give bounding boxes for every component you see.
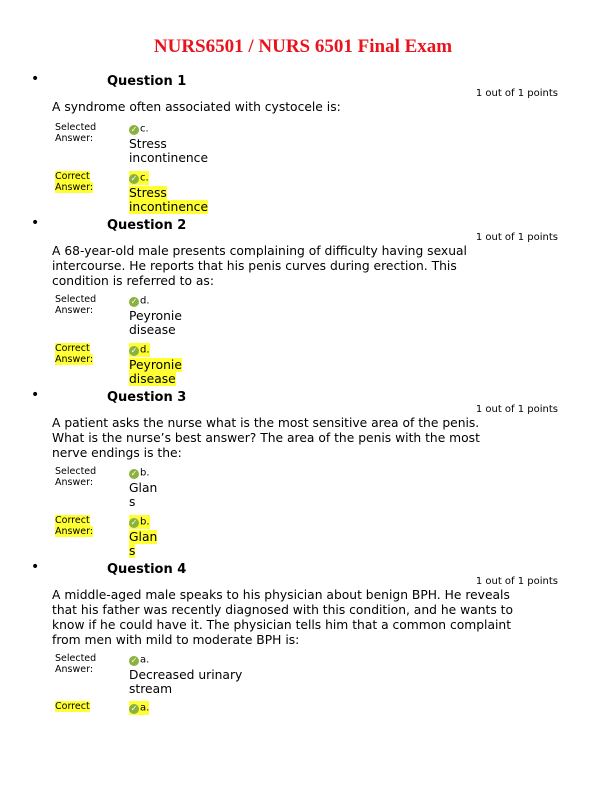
check-icon: ✓ [130, 173, 138, 183]
check-icon: ✓ [130, 345, 138, 355]
question-points: 1 out of 1 points [475, 88, 558, 99]
selected-answer: ✓ d. Peyronie disease [129, 295, 182, 338]
selected-answer: ✓ c. Stress incontinence [129, 123, 209, 166]
question-points: 1 out of 1 points [475, 576, 558, 587]
check-icon: ✓ [130, 296, 138, 306]
correct-answer-label: Correct Answer: [55, 343, 94, 365]
correct-answer: ✓ a. [130, 702, 150, 714]
correct-answer-label: Correct Answer: [55, 171, 94, 193]
question-label: Question 3 [107, 390, 187, 405]
check-icon: ✓ [130, 655, 138, 665]
question-label: Question 2 [107, 218, 187, 233]
bullet: • [31, 387, 40, 403]
correct-answer: ✓ c. Stress incontinence [129, 172, 209, 215]
selected-answer: ✓ a. Decreased urinary stream [129, 654, 243, 697]
check-icon: ✓ [130, 517, 138, 527]
check-icon: ✓ [130, 703, 138, 713]
page-title: NURS6501 / NURS 6501 Final Exam [153, 36, 453, 57]
bullet: • [31, 559, 40, 575]
check-icon: ✓ [130, 124, 138, 134]
question-points: 1 out of 1 points [475, 404, 558, 415]
correct-answer-label: Correct [55, 701, 90, 712]
selected-answer-label: Selected Answer: [55, 122, 97, 144]
correct-answer: ✓ d. Peyronie disease [129, 344, 182, 387]
question-text: A syndrome often associated with cystocele is: [52, 100, 341, 114]
selected-answer-label: Selected Answer: [55, 653, 97, 675]
correct-answer-label: Correct Answer: [55, 515, 94, 537]
check-icon: ✓ [130, 468, 138, 478]
question-text: A patient asks the nurse what is the most sensitive area of the penis. What is the nurse’s best answer? The area of the penis with the most nerve endings is the: [52, 416, 480, 460]
correct-answer: ✓ b. Glan s [129, 516, 158, 559]
question-label: Question 1 [107, 74, 187, 89]
selected-answer: ✓ b. Glan s [129, 467, 158, 510]
question-text: A middle-aged male speaks to his physician about benign BPH. He reveals that his father was recently diagnosed with this condition, and he wants to know if he could have it. The physician tells him that a common complaint from men with mild to moderate BPH is: [52, 588, 513, 647]
bullet: • [31, 71, 40, 87]
question-label: Question 4 [107, 562, 187, 577]
bullet: • [31, 215, 40, 231]
selected-answer-label: Selected Answer: [55, 294, 97, 316]
question-points: 1 out of 1 points [475, 232, 558, 243]
selected-answer-label: Selected Answer: [55, 466, 97, 488]
question-text: A 68-year-old male presents complaining of difficulty having sexual intercourse. He reports that his penis curves during erection. This condition is referred to as: [52, 244, 467, 288]
